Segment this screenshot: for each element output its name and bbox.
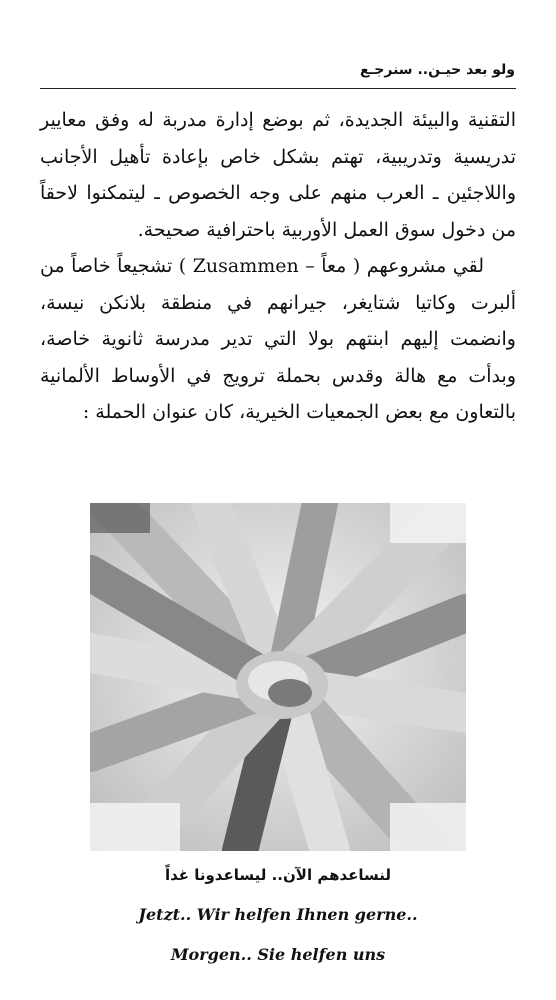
body-text bbox=[40, 102, 516, 431]
paragraph-1: التقنية والبيئة الجديدة، ثم بوضع إدارة مدربة له وفق معايير تدريسية وتدريبية، تهتم بشكل خاص بإعادة تأهيل الأجانب واللاجئين ـ العرب منهم على وجه الخصوص ـ ليتمكنوا لاحقاً من دخول سوق العمل الأوربية باحترافية صحيحة. bbox=[40, 109, 516, 241]
running-header: ولو بعد حيـن.. سنرجـع bbox=[359, 62, 515, 78]
caption-german-line-2: Morgen.. Sie helfen uns bbox=[170, 945, 386, 964]
caption-arabic: لنساعدهم الآن.. ليساعدونا غداً bbox=[164, 866, 392, 884]
caption-german-line-1: Jetzt.. Wir helfen Ihnen gerne.. bbox=[138, 905, 418, 924]
hands-illustration bbox=[90, 503, 466, 851]
paragraph-2 bbox=[40, 248, 516, 431]
header-divider bbox=[40, 88, 516, 89]
stacked-hands-photo bbox=[90, 503, 466, 851]
paragraph-2-text: لقي مشروعهم ( معاً – Zusammen ) تشجيعاً خاصاً من ألبرت وكاتيا شتايغر، جيرانهم في منطقة بلانكن نيسة، وانضمت إليهم ابنتهم بولا التي تدير مدرسة ثانوية خاصة، وبدأت مع هالة وقدس بحملة ترويج في الأوساط الألمانية بالتعاون مع بعض الجمعيات الخيرية، كان عنوان الحملة : bbox=[40, 255, 516, 423]
